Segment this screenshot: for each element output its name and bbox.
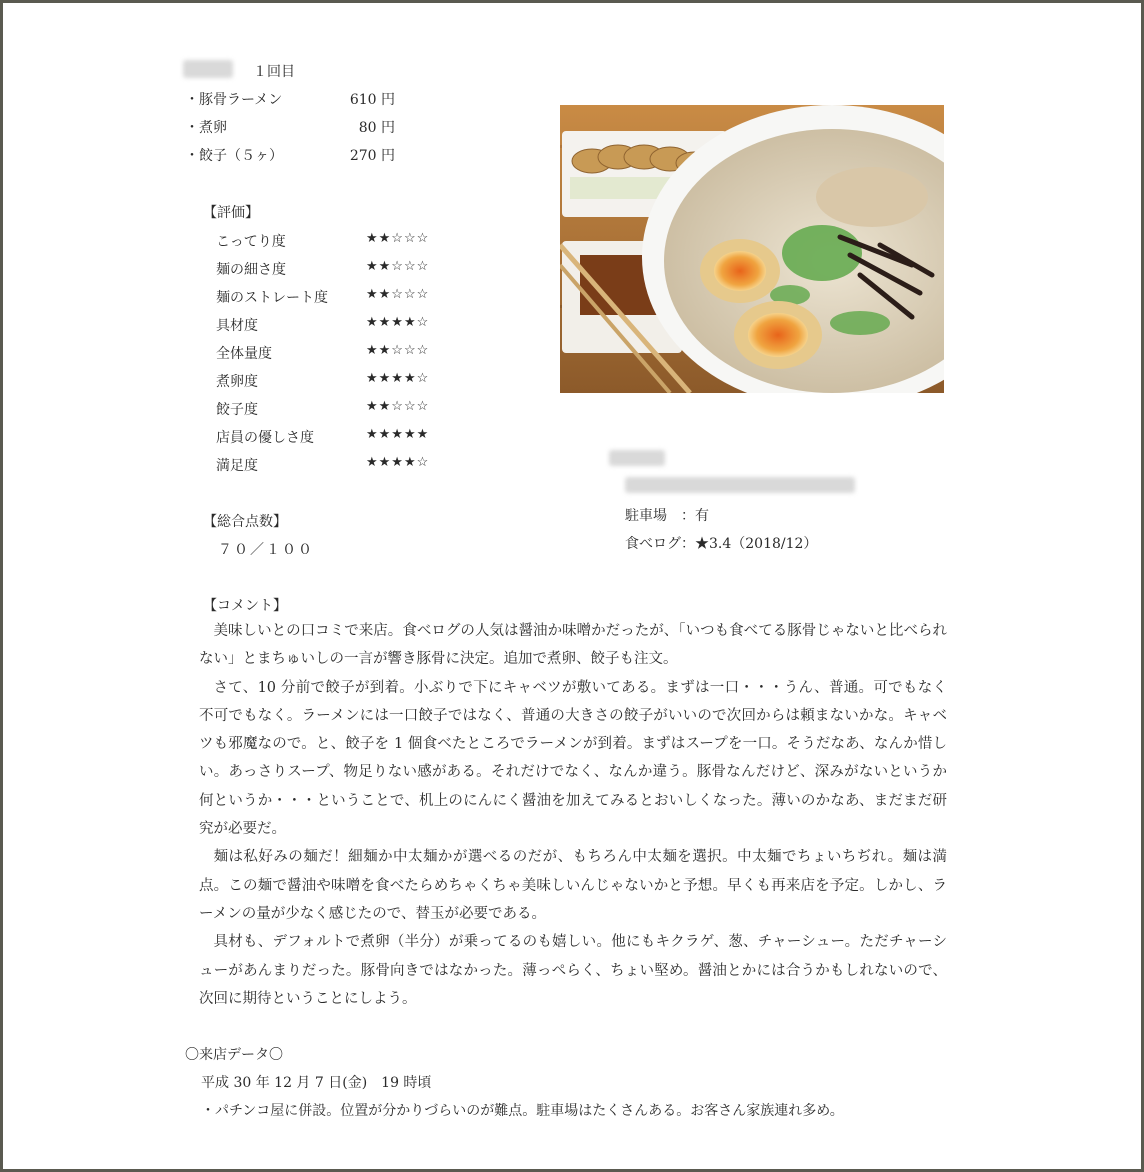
rating-stars: ★★☆☆☆: [366, 259, 430, 274]
rating-label: 餃子度: [216, 402, 258, 418]
blurred-shop-address: [625, 477, 855, 493]
comment-paragraph: さて、10 分前で餃子が到着。小ぶりで下にキャベツが敷いてある。まずは一口・・・うん、普通。可でもなく不可でもなく。ラーメンには一口餃子ではなく、普通の大きさの餃子がいいので次回からは頼まないかな。キャベツも邪魔なので。と、餃子を 1 個食べたところでラーメンが到着。まずはスープを一口。そうだなあ、なんか惜しい。あっさりスープ、物足りない感がある。それだけでなく、なんか違う。豚骨なんだけど、深みがないというか何というか・・・ということで、机上のにんにく醤油を加えてみるとおいしくなった。薄いのかなあ、まだまだ研究が必要だ。: [199, 679, 947, 838]
visit-note: ・パチンコ屋に併設。位置が分かりづらいのが難点。駐車場はたくさんある。お客さん家族連れ多め。: [201, 1103, 844, 1119]
order-item-name: ・豚骨ラーメン: [185, 92, 283, 108]
rating-label: 煮卵度: [216, 374, 258, 390]
shop-tabelog: 食べログ：★3.4（2018/12）: [625, 536, 818, 552]
rating-stars: ★★★★☆: [366, 371, 430, 386]
order-item-price: 610 円: [349, 92, 395, 108]
score-heading: 【総合点数】: [203, 514, 287, 530]
comment-body: [199, 617, 947, 1013]
rating-stars: ★★☆☆☆: [366, 399, 430, 414]
visit-heading: 〇来店データ〇: [185, 1047, 283, 1063]
blurred-shop-name: [183, 60, 233, 78]
order-item-price: 270 円: [349, 148, 395, 164]
comment-paragraph: 美味しいとの口コミで来店。食べログの人気は醤油か味噌かだったが、「いつも食べてる豚骨じゃないと比べられない」とまちゅいしの一言が響き豚骨に決定。追加で煮卵、餃子も注文。: [199, 623, 947, 668]
visit-label: １回目: [253, 64, 295, 80]
score-value: ７０／１００: [218, 542, 314, 558]
ramen-photo: [560, 105, 944, 393]
rating-label: 麺の細さ度: [216, 262, 286, 278]
order-item-price: 80 円: [358, 120, 395, 136]
rating-stars: ★★☆☆☆: [366, 343, 430, 358]
rating-heading: 【評価】: [203, 205, 259, 221]
rating-label: 全体量度: [216, 346, 272, 362]
shop-parking: 駐車場 ：有: [625, 508, 709, 524]
rating-label: 店員の優しさ度: [216, 430, 314, 446]
order-item-name: ・煮卵: [185, 120, 227, 136]
rating-stars: ★★★★★: [366, 427, 430, 442]
order-item-name: ・餃子（５ヶ）: [185, 148, 283, 164]
rating-label: 具材度: [216, 318, 258, 334]
rating-stars: ★★★★☆: [366, 315, 430, 330]
rating-label: 麺のストレート度: [216, 290, 328, 306]
rating-stars: ★★★★☆: [366, 455, 430, 470]
rating-stars: ★★☆☆☆: [366, 231, 430, 246]
blurred-shop-title: [609, 450, 665, 466]
rating-label: 満足度: [216, 458, 258, 474]
comment-paragraph: 麺は私好みの麺だ！細麺か中太麺かが選べるのだが、もちろん中太麺を選択。中太麺でちょいちぢれ。麺は満点。この麺で醤油や味噌を食べたらめちゃくちゃ美味しいんじゃないかと予想。早くも再来店を予定。しかし、ラーメンの量が少なく感じたので、替玉が必要である。: [199, 849, 947, 922]
visit-datetime: 平成 30 年 12 月 7 日(金) 19 時頃: [201, 1075, 432, 1091]
comment-paragraph: 具材も、デフォルトで煮卵（半分）が乗ってるのも嬉しい。他にもキクラゲ、葱、チャーシュー。ただチャーシューがあんまりだった。豚骨向きではなかった。薄っぺらく、ちょい堅め。醤油とかには合うかもしれないので、次回に期待ということにしよう。: [199, 934, 947, 1007]
rating-stars: ★★☆☆☆: [366, 287, 430, 302]
ramen-photo-graphic: [560, 105, 944, 393]
rating-label: こってり度: [216, 234, 286, 250]
comment-heading: 【コメント】: [203, 598, 287, 614]
